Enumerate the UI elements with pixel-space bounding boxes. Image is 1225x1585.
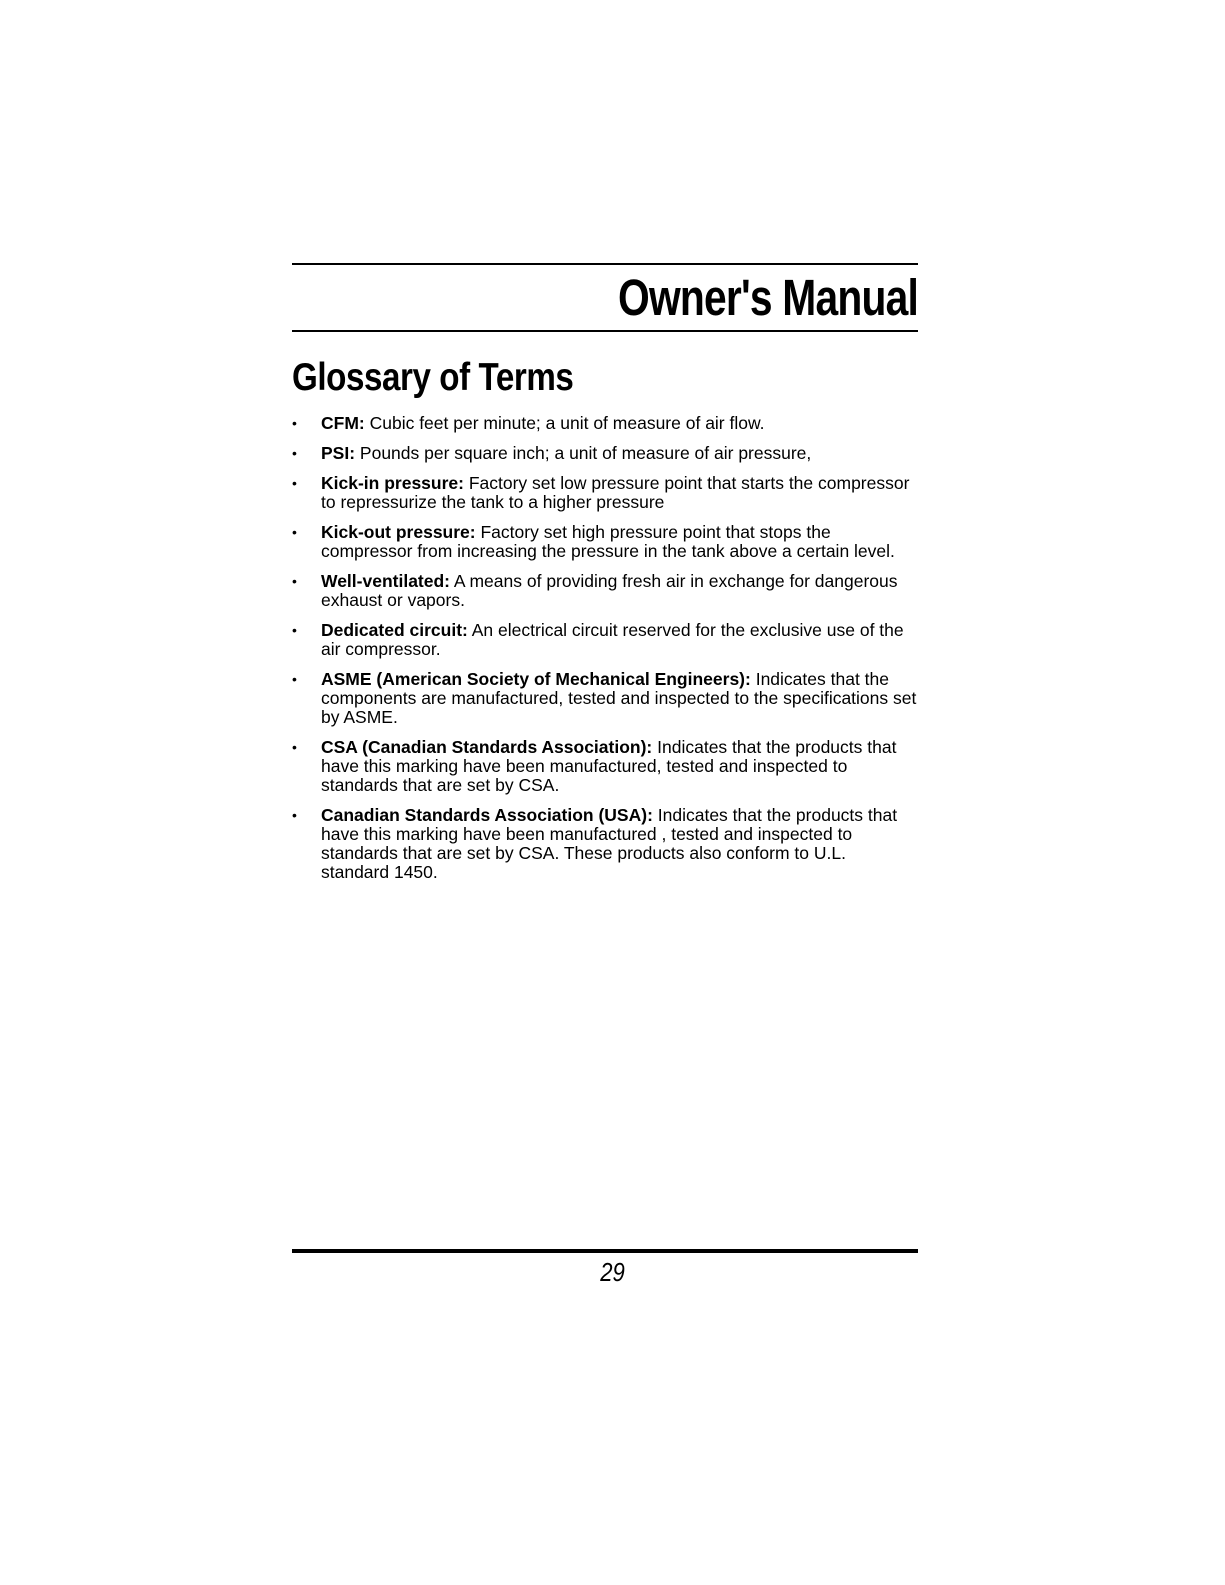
bullet-icon: • xyxy=(292,415,297,431)
section-title: Glossary of Terms xyxy=(292,356,574,399)
glossary-definition: Pounds per square inch; a unit of measure of air pressure, xyxy=(355,443,812,463)
glossary-list xyxy=(292,414,918,893)
glossary-definition: An electrical circuit reserved for the exclusive use of the air compressor. xyxy=(321,620,904,659)
glossary-item-psi xyxy=(292,444,918,463)
glossary-item-csa xyxy=(292,738,918,795)
glossary-term: CSA (Canadian Standards Association): xyxy=(321,737,653,757)
glossary-item-csa-usa xyxy=(292,806,918,882)
glossary-term: PSI: xyxy=(321,443,356,463)
bullet-icon: • xyxy=(292,475,297,491)
page-number: 29 xyxy=(600,1257,625,1287)
glossary-term: Dedicated circuit: xyxy=(321,620,468,640)
glossary-item-kick-in-pressure xyxy=(292,474,918,512)
glossary-item-well-ventilated xyxy=(292,572,918,610)
bullet-icon: • xyxy=(292,445,297,461)
header-bottom-rule xyxy=(292,330,918,332)
glossary-definition: Cubic feet per minute; a unit of measure of air flow. xyxy=(364,413,765,433)
bullet-icon: • xyxy=(292,739,297,755)
manual-title: Owner's Manual xyxy=(617,269,918,326)
glossary-definition: Factory set high pressure point that stops the compressor from increasing the pressure in the tank above a certain level. xyxy=(321,522,895,561)
bullet-icon: • xyxy=(292,622,297,638)
glossary-item-dedicated-circuit xyxy=(292,621,918,659)
glossary-definition: A means of providing fresh air in exchange for dangerous exhaust or vapors. xyxy=(321,571,898,610)
bullet-icon: • xyxy=(292,524,297,540)
glossary-definition: Indicates that the components are manufactured, tested and inspected to the specifications set by ASME. xyxy=(321,669,917,727)
glossary-term: Canadian Standards Association (USA): xyxy=(321,805,653,825)
glossary-definition: Indicates that the products that have this marking have been manufactured , tested and inspected to standards that are set by CSA. These products also conform to U.L. standard 1450. xyxy=(321,805,898,882)
glossary-item-cfm xyxy=(292,414,918,433)
glossary-definition: Indicates that the products that have this marking have been manufactured, tested and inspected to standards that are set by CSA. xyxy=(321,737,897,795)
bullet-icon: • xyxy=(292,807,297,823)
glossary-term: Kick-out pressure: xyxy=(321,522,476,542)
glossary-term: CFM: xyxy=(321,413,365,433)
bullet-icon: • xyxy=(292,573,297,589)
glossary-item-kick-out-pressure xyxy=(292,523,918,561)
glossary-term: Well-ventilated: xyxy=(321,571,451,591)
bullet-icon: • xyxy=(292,671,297,687)
header-top-rule xyxy=(292,263,918,265)
footer-rule xyxy=(292,1249,918,1253)
glossary-term: Kick-in pressure: xyxy=(321,473,464,493)
glossary-definition: Factory set low pressure point that starts the compressor to repressurize the tank to a higher pressure xyxy=(321,473,910,512)
glossary-item-asme xyxy=(292,670,918,727)
glossary-term: ASME (American Society of Mechanical Engineers): xyxy=(321,669,751,689)
